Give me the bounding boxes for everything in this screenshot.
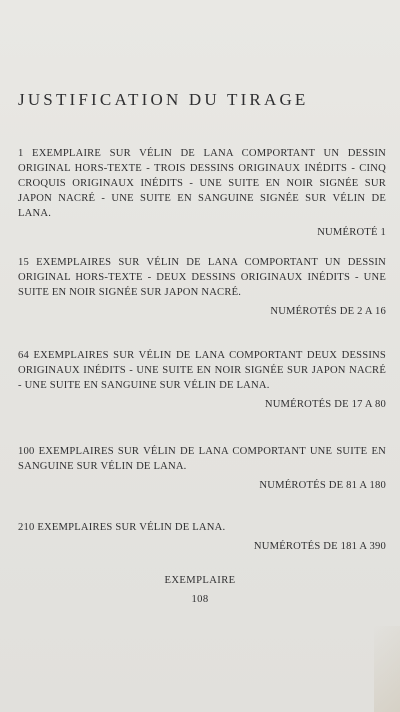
page-title: JUSTIFICATION DU TIRAGE xyxy=(18,90,309,109)
edition-numbering: NUMÉROTÉS DE 2 A 16 xyxy=(270,306,386,317)
exemplaire-number: 108 xyxy=(191,594,209,605)
edition-numbering: NUMÉROTÉS DE 17 A 80 xyxy=(264,399,386,410)
edition-description: 64 EXEMPLAIRES SUR VÉLIN DE LANA COMPORTANT DEUX DESSINS ORIGINAUX INÉDITS - UNE SUITE EN NOIR SIGNÉE SUR JAPON NACRÉ - UNE SUITE EN SANGUINE SUR VÉLIN DE LANA. xyxy=(18,350,386,391)
edition-entry-3 xyxy=(18,348,386,412)
edition-description: 15 EXEMPLAIRES SUR VÉLIN DE LANA COMPORTANT UN DESSIN ORIGINAL HORS-TEXTE - DEUX DESSINS ORIGINAUX INÉDITS - UNE SUITE EN NOIR SIGNÉE SUR JAPON NACRÉ. xyxy=(18,257,386,298)
edition-description: 100 EXEMPLAIRES SUR VÉLIN DE LANA COMPORTANT UNE SUITE EN SANGUINE SUR VÉLIN DE LANA. xyxy=(18,446,386,472)
edition-numbering: NUMÉROTÉ 1 xyxy=(317,227,386,238)
edition-entry-5 xyxy=(18,520,386,554)
edition-numbering: NUMÉROTÉS DE 81 A 180 xyxy=(259,480,386,491)
edition-entry-1 xyxy=(18,146,386,240)
edition-description: 1 EXEMPLAIRE SUR VÉLIN DE LANA COMPORTANT UN DESSIN ORIGINAL HORS-TEXTE - TROIS DESSINS ORIGINAUX INÉDITS - CINQ CROQUIS ORIGINAUX INÉDITS - UNE SUITE EN NOIR SIGNÉE SUR JAPON NACRÉ - UNE SUITE EN SANGUINE SIGNÉE SUR VÉLIN DE LANA. xyxy=(18,148,386,219)
edition-numbering: NUMÉROTÉS DE 181 A 390 xyxy=(253,541,386,552)
exemplaire-label: EXEMPLAIRE xyxy=(164,575,236,586)
edition-entry-4 xyxy=(18,444,386,493)
edition-entry-2 xyxy=(18,255,386,319)
edition-description: 210 EXEMPLAIRES SUR VÉLIN DE LANA. xyxy=(18,522,226,533)
